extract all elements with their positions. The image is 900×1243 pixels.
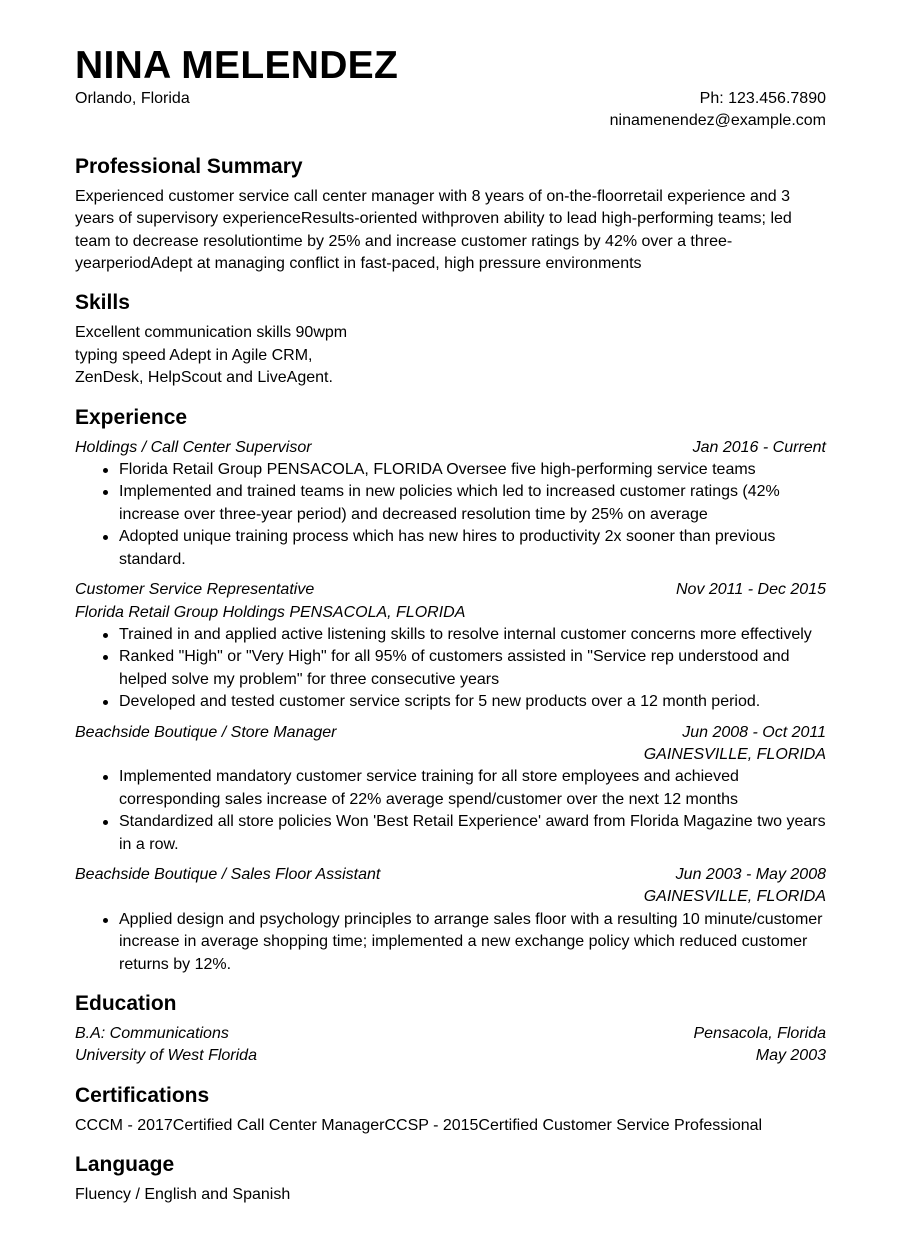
language-heading: Language xyxy=(75,1153,175,1177)
certifications-text: CCCM - 2017Certified Call Center ManagerCCSP - 2015Certified Customer Service Professional xyxy=(75,1116,763,1134)
graduation-date: May 2003 xyxy=(755,1047,826,1065)
job-bullet: Implemented mandatory customer service training for all store employees and achieved corresponding sales increase of 22% average spend/customer over the next 12 months xyxy=(119,766,826,811)
school: University of West Florida xyxy=(75,1047,257,1065)
job-bullet: Developed and tested customer service scripts for 5 new products over a 12 month period. xyxy=(119,691,826,713)
job-dates: Jun 2008 - Oct 2011 xyxy=(682,723,826,741)
job-employer: Florida Retail Group Holdings PENSACOLA, FLORIDA xyxy=(75,603,466,621)
job-bullet: Ranked "High" or "Very High" for all 95% of customers assisted in "Service rep understood and helped solve my problem" for three consecutive years xyxy=(119,646,826,691)
candidate-name: NINA MELENDEZ xyxy=(75,44,399,87)
job-title: Holdings / Call Center Supervisor xyxy=(75,438,312,456)
job-entry xyxy=(75,722,826,856)
job-dates: Nov 2011 - Dec 2015 xyxy=(675,581,826,599)
job-bullet: Standardized all store policies Won 'Best Retail Experience' award from Florida Magazine two years in a row. xyxy=(119,811,826,856)
job-bullet: Implemented and trained teams in new policies which led to increased customer ratings (42% increase over three-year period) and decreased resolution time by 25% on average xyxy=(119,481,826,526)
email: ninamenendez@example.com xyxy=(609,112,826,130)
skills-text: Excellent communication skills 90wpm typing speed Adept in Agile CRM, ZenDesk, HelpScout and LiveAgent. xyxy=(75,324,348,387)
school-location: Pensacola, Florida xyxy=(693,1025,826,1042)
job-bullets xyxy=(75,459,826,571)
job-bullet: Florida Retail Group PENSACOLA, FLORIDA Oversee five high-performing service teams xyxy=(119,459,826,481)
experience-list xyxy=(75,437,826,976)
job-dates: Jun 2003 - May 2008 xyxy=(675,865,826,883)
contact-row xyxy=(75,88,826,133)
job-bullet: Adopted unique training process which has new hires to productivity 2x sooner than previous standard. xyxy=(119,526,826,571)
experience-heading: Experience xyxy=(75,405,188,429)
job-location: GAINESVILLE, FLORIDA xyxy=(643,745,826,763)
job-title: Beachside Boutique / Store Manager xyxy=(75,723,337,741)
language-text: Fluency / English and Spanish xyxy=(75,1186,291,1204)
education-heading: Education xyxy=(75,992,177,1015)
job-entry xyxy=(75,864,826,976)
job-bullets xyxy=(75,766,826,856)
job-title: Customer Service Representative xyxy=(75,581,315,599)
job-bullet: Applied design and psychology principles to arrange sales floor with a resulting 10 minute/customer increase in average shopping time; implemented a new exchange policy which reduced customer returns by 12%. xyxy=(119,909,826,976)
summary-text: Experienced customer service call center manager with 8 years of on-the-floorretail experience and 3 years of supervisory experienceResults-oriented withproven ability to lead high-performing teams; led team to decrease resolutiontime by 25% and increase customer ratings by 42% over a three-yearperiodAdept at managing conflict in fast-paced, high pressure environments xyxy=(75,187,792,273)
phone: Ph: 123.456.7890 xyxy=(699,90,826,107)
job-dates: Jan 2016 - Current xyxy=(692,438,826,456)
certifications-heading: Certifications xyxy=(75,1083,210,1107)
location: Orlando, Florida xyxy=(75,90,190,107)
summary-heading: Professional Summary xyxy=(75,154,303,178)
job-bullet: Trained in and applied active listening skills to resolve internal customer concerns more effectively xyxy=(119,624,826,646)
degree: B.A: Communications xyxy=(75,1025,229,1042)
job-title: Beachside Boutique / Sales Floor Assistant xyxy=(75,865,381,883)
job-entry xyxy=(75,437,826,571)
skills-heading: Skills xyxy=(75,291,130,315)
job-entry xyxy=(75,579,826,713)
job-location: GAINESVILLE, FLORIDA xyxy=(643,888,826,906)
job-bullets xyxy=(75,909,826,976)
job-bullets xyxy=(75,624,826,714)
